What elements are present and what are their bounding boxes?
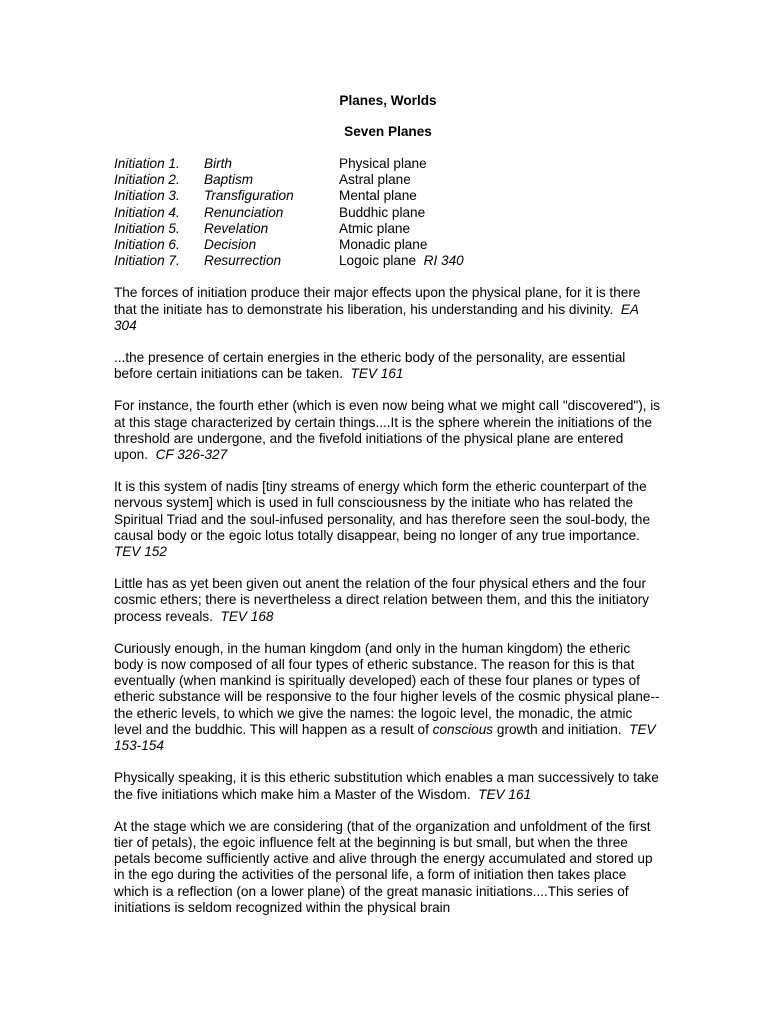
- table-row: [114, 237, 464, 253]
- initiation-number: Initiation 5.: [114, 220, 180, 236]
- initiation-number: Initiation 6.: [114, 237, 180, 253]
- paragraph-text: Little has as yet been given out anent the relation of the four physical ethers and the four cosmic ethers; there is nevertheless a direct relation between them, and this the initiatory process reveals.: [114, 576, 649, 624]
- initiation-number: Initiation 1.: [114, 156, 180, 171]
- paragraph-text: It is this system of nadis [tiny streams of energy which form the etheric counterpart of the nervous system] which is used in full consciousness by the initiate who has related the Spiritual Triad and the soul-infused personality, and has therefore seen the soul-body, the causal body or the egoic lotus totally disappear, being no longer of any true importance.: [114, 479, 651, 543]
- plane-name: [339, 221, 464, 237]
- paragraph: [114, 819, 662, 916]
- paragraph-text: ...the presence of certain energies in the etheric body of the personality, are essential before certain initiations can be taken.: [114, 350, 626, 382]
- paragraph-text: For instance, the fourth ether (which is even now being what we might call "discovered"), is at this stage characterized by certain things....It is the sphere wherein the initiations of the threshold are undergone, and the fivefold initiations of the physical plane are entered upon.: [114, 398, 661, 463]
- reference-citation: CF 326-327: [155, 447, 228, 463]
- paragraph-text: The forces of initiation produce their major effects upon the physical plane, for it is there that the initiate has to demonstrate his liberation, his understanding and his divinity.: [114, 285, 641, 317]
- initiation-name: Baptism: [204, 172, 254, 188]
- paragraph: [114, 285, 662, 334]
- paragraph-text: Curiously enough, in the human kingdom (and only in the human kingdom) the etheric body is now composed of all four types of etheric substance. The reason for this is that eventually (when mankind is spiritually developed) each of these four planes or types of etheric substance will be responsive to the four higher levels of the cosmic physical plane--the etheric levels, to which we give the names: the logoic level, the monadic, the atmic level and the buddhic. This will happen as a result of: [114, 640, 660, 737]
- plane-label: Buddhic plane: [339, 204, 426, 220]
- initiation-number: Initiation 3.: [114, 188, 180, 204]
- initiation-number: Initiation 2.: [114, 172, 180, 188]
- paragraph: [114, 770, 662, 802]
- paragraph: [114, 641, 662, 754]
- paragraph: [114, 576, 662, 625]
- reference-citation: TEV 153-154: [114, 721, 656, 754]
- plane-label: Monadic plane: [339, 237, 428, 253]
- plane-name: [339, 237, 464, 253]
- paragraph: [114, 398, 662, 463]
- initiation-number: Initiation 4.: [114, 204, 180, 220]
- paragraph-text: Physically speaking, it is this etheric substitution which enables a man successively to take the five initiations which make him a Master of the Wisdom.: [114, 770, 659, 802]
- initiations-table: [114, 156, 464, 269]
- table-row: [114, 221, 464, 237]
- reference-citation: TEV 168: [220, 608, 274, 624]
- initiation-name: Decision: [204, 237, 257, 253]
- plane-name: [339, 172, 464, 188]
- initiation-name: Renunciation: [204, 204, 284, 220]
- plane-label: Mental plane: [339, 188, 417, 204]
- table-row: [114, 253, 464, 269]
- table-row: [114, 188, 464, 204]
- emphasized-word: conscious: [432, 721, 494, 737]
- reference-citation: TEV 161: [478, 786, 532, 802]
- initiation-name: Birth: [204, 156, 232, 171]
- table-row: [114, 172, 464, 188]
- plane-label: Logoic plane: [339, 253, 417, 269]
- table-row: [114, 205, 464, 221]
- plane-name: [339, 253, 464, 269]
- document-page: [114, 93, 662, 916]
- plane-label: Astral plane: [339, 172, 411, 188]
- plane-name: [339, 188, 464, 204]
- reference-citation: EA 304: [114, 301, 639, 333]
- page-title: Planes, Worlds: [339, 93, 437, 108]
- initiation-name: Transfiguration: [204, 188, 294, 204]
- initiation-name: Revelation: [204, 220, 269, 236]
- plane-label: Atmic plane: [339, 220, 411, 236]
- paragraph: [114, 350, 662, 382]
- reference-citation: TEV 161: [350, 366, 404, 382]
- paragraph-text: growth and initiation.: [493, 721, 622, 737]
- table-row: [114, 156, 464, 172]
- paragraph-text: At the stage which we are considering (that of the organization and unfoldment of the first tier of petals), the egoic influence felt at the beginning is but small, but when the three petals become sufficiently active and alive through the energy accumulated and stored up in the ego during the activities of the personal life, a form of initiation then takes place which is a reflection (on a lower plane) of the great manasic initiations....This series of initiations is seldom recognized within the physical brain: [114, 818, 653, 915]
- initiation-name: Resurrection: [204, 253, 282, 269]
- section-subtitle: Seven Planes: [344, 124, 432, 139]
- paragraph: [114, 479, 662, 560]
- plane-name: [339, 156, 464, 172]
- plane-label: Physical plane: [339, 156, 427, 171]
- initiation-number: Initiation 7.: [114, 253, 180, 269]
- reference-citation: TEV 152: [114, 544, 167, 560]
- reference-citation: RI 340: [423, 253, 464, 269]
- plane-name: [339, 205, 464, 221]
